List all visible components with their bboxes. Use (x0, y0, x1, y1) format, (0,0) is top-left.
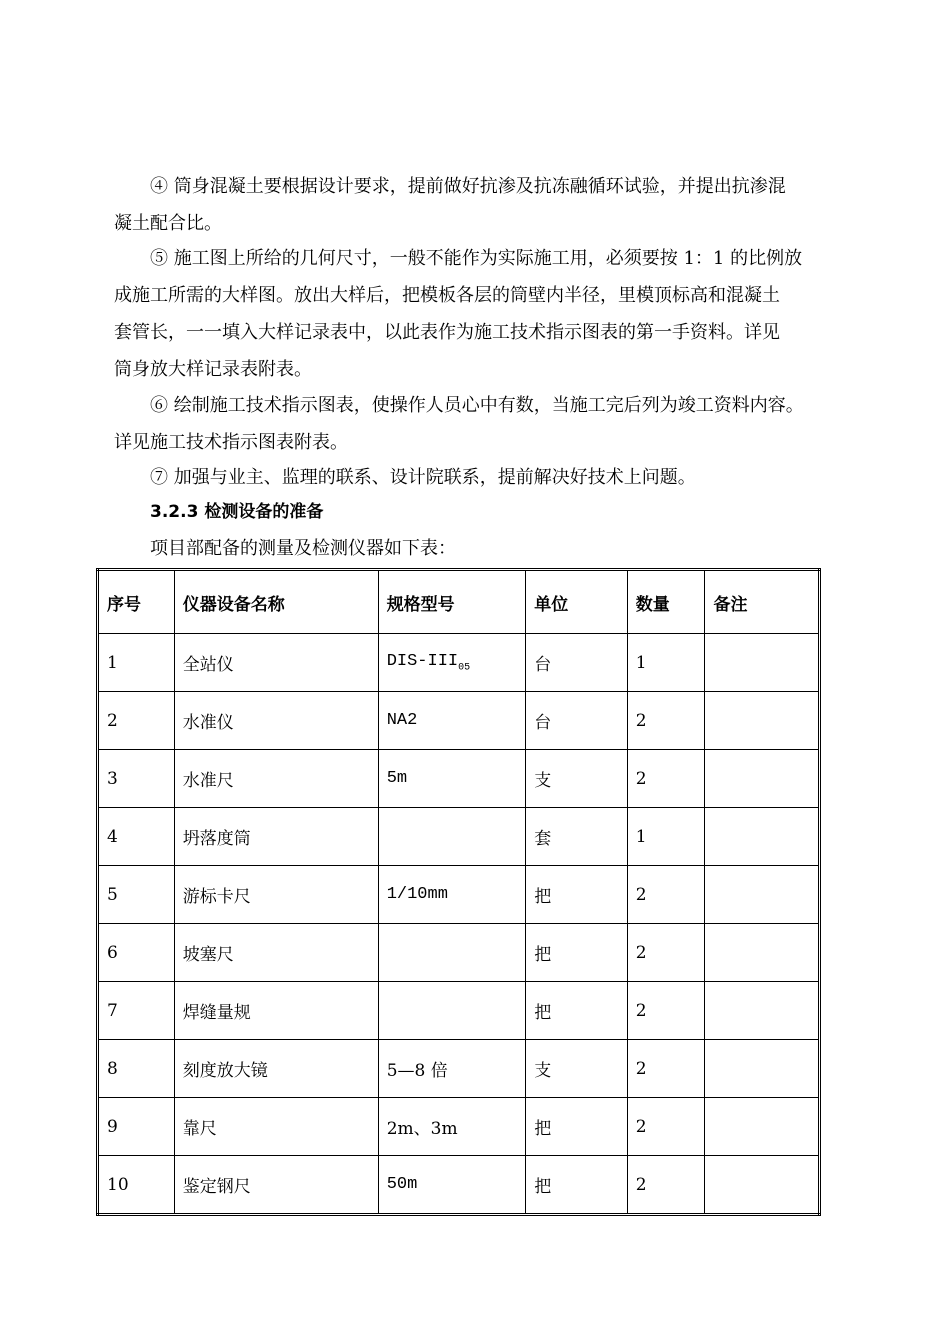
paragraph-line (114, 351, 834, 388)
table-row (98, 982, 820, 1040)
cell-no: 10 (98, 1156, 175, 1215)
header-model: 规格型号 (378, 570, 526, 634)
cell-note (705, 750, 820, 808)
cell-unit: 支 (526, 750, 628, 808)
cell-unit: 把 (526, 1098, 628, 1156)
cell-unit: 台 (526, 634, 628, 692)
table-row (98, 924, 820, 982)
paragraph-text: ④ 筒身混凝土要根据设计要求，提前做好抗渗及抗冻融循环试验，并提出抗渗混 (150, 176, 786, 197)
paragraph-text: 成施工所需的大样图。放出大样后，把模板各层的筒壁内半径，里模顶标高和混凝土 (114, 285, 780, 306)
cell-note (705, 692, 820, 750)
cell-unit: 台 (526, 692, 628, 750)
paragraph-text: 详见施工技术指示图表附表。 (114, 432, 348, 453)
cell-note (705, 866, 820, 924)
cell-qty: 2 (627, 750, 705, 808)
cell-unit: 把 (526, 1156, 628, 1215)
cell-qty: 2 (627, 982, 705, 1040)
cell-qty: 2 (627, 866, 705, 924)
cell-name: 水准仪 (174, 692, 378, 750)
cell-model (378, 808, 526, 866)
cell-no: 6 (98, 924, 175, 982)
cell-model: NA2 (378, 692, 526, 750)
cell-qty: 1 (627, 634, 705, 692)
paragraph-item-6 (114, 387, 834, 461)
table-intro-text: 项目部配备的测量及检测仪器如下表： (150, 538, 456, 559)
header-qty: 数量 (627, 570, 705, 634)
cell-note (705, 924, 820, 982)
cell-no: 9 (98, 1098, 175, 1156)
cell-note (705, 634, 820, 692)
cell-qty: 1 (627, 808, 705, 866)
header-note: 备注 (705, 570, 820, 634)
table-row (98, 1098, 820, 1156)
cell-no: 3 (98, 750, 175, 808)
paragraph-line (114, 459, 834, 496)
paragraph-line (114, 424, 834, 461)
paragraph-item-5 (114, 240, 834, 388)
cell-qty: 2 (627, 692, 705, 750)
paragraph-line (114, 240, 834, 277)
section-heading: 3.2.3 检测设备的准备 (150, 502, 324, 522)
cell-model (378, 924, 526, 982)
cell-note (705, 808, 820, 866)
cell-no: 7 (98, 982, 175, 1040)
cell-name: 游标卡尺 (174, 866, 378, 924)
cell-unit: 套 (526, 808, 628, 866)
cell-model: 2m、3m (378, 1098, 526, 1156)
cell-model (378, 982, 526, 1040)
cell-name: 焊缝量规 (174, 982, 378, 1040)
cell-name: 鉴定钢尺 (174, 1156, 378, 1215)
table-row (98, 634, 820, 692)
table-row (98, 808, 820, 866)
cell-note (705, 982, 820, 1040)
cell-qty: 2 (627, 1098, 705, 1156)
table-row (98, 1040, 820, 1098)
header-no: 序号 (98, 570, 175, 634)
cell-model: 1/10mm (378, 866, 526, 924)
table-header-row (98, 570, 820, 634)
cell-note (705, 1098, 820, 1156)
cell-name: 坡塞尺 (174, 924, 378, 982)
cell-model: 5m (378, 750, 526, 808)
paragraph-text: 凝土配合比。 (114, 213, 222, 234)
cell-name: 全站仪 (174, 634, 378, 692)
cell-no: 2 (98, 692, 175, 750)
paragraph-text: 筒身放大样记录表附表。 (114, 359, 312, 380)
cell-no: 8 (98, 1040, 175, 1098)
cell-unit: 把 (526, 866, 628, 924)
cell-unit: 把 (526, 982, 628, 1040)
cell-model: 50m (378, 1156, 526, 1215)
paragraph-text: ⑤ 施工图上所给的几何尺寸，一般不能作为实际施工用，必须要按 1：1 的比例放 (150, 248, 803, 269)
cell-name: 刻度放大镜 (174, 1040, 378, 1098)
table-row (98, 1156, 820, 1215)
equipment-table (96, 568, 821, 1216)
paragraph-text: ⑦ 加强与业主、监理的联系、设计院联系，提前解决好技术上问题。 (150, 467, 696, 488)
cell-note (705, 1156, 820, 1215)
cell-no: 1 (98, 634, 175, 692)
cell-name: 靠尺 (174, 1098, 378, 1156)
cell-unit: 支 (526, 1040, 628, 1098)
cell-name: 坍落度筒 (174, 808, 378, 866)
paragraph-text: 套管长，一一填入大样记录表中，以此表作为施工技术指示图表的第一手资料。详见 (114, 322, 780, 343)
cell-no: 5 (98, 866, 175, 924)
paragraph-line (114, 205, 834, 242)
paragraph-line (114, 387, 834, 424)
header-unit: 单位 (526, 570, 628, 634)
cell-name: 水准尺 (174, 750, 378, 808)
paragraph-line (114, 314, 834, 351)
paragraph-item-7 (114, 459, 834, 496)
cell-model: 5—8 倍 (378, 1040, 526, 1098)
cell-model (378, 634, 526, 692)
header-name: 仪器设备名称 (174, 570, 378, 634)
table-row (98, 750, 820, 808)
cell-qty: 2 (627, 1156, 705, 1215)
cell-unit: 把 (526, 924, 628, 982)
cell-no: 4 (98, 808, 175, 866)
paragraph-line (114, 277, 834, 314)
paragraph-text: ⑥ 绘制施工技术指示图表，使操作人员心中有数，当施工完后列为竣工资料内容。 (150, 395, 804, 416)
cell-note (705, 1040, 820, 1098)
table-row (98, 866, 820, 924)
cell-qty: 2 (627, 1040, 705, 1098)
table-row (98, 692, 820, 750)
model-text: DIS-III (386, 651, 459, 671)
paragraph-item-4 (114, 168, 834, 242)
cell-qty: 2 (627, 924, 705, 982)
paragraph-line (114, 168, 834, 205)
model-subscript: 05 (458, 662, 471, 674)
